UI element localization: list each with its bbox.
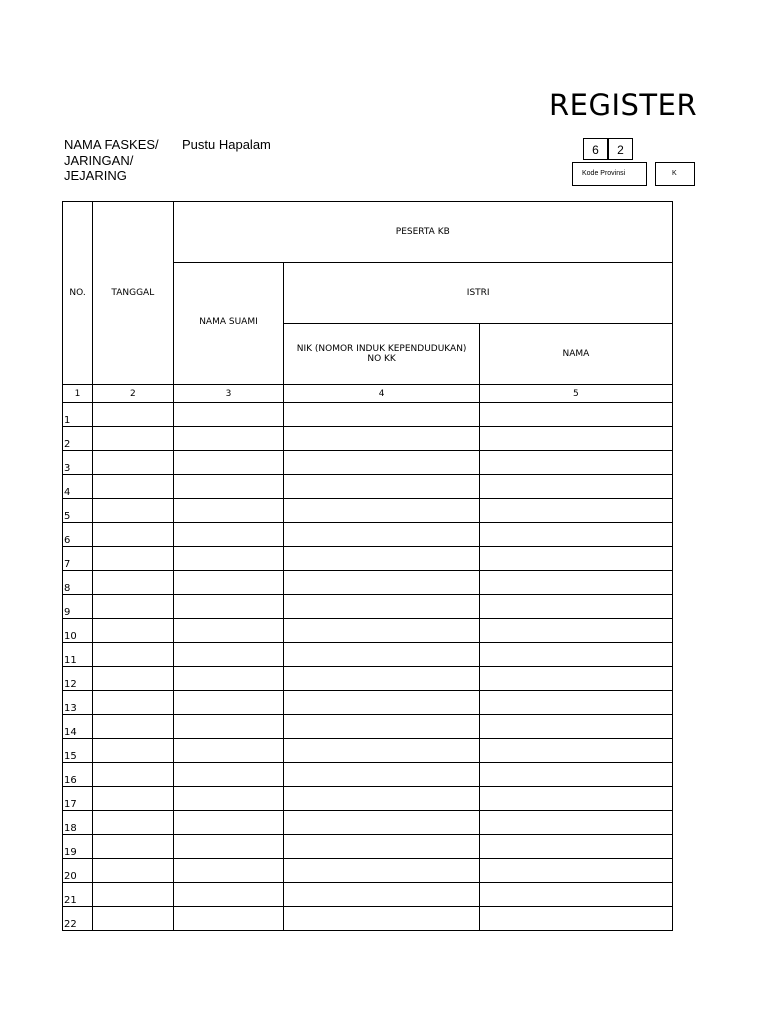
table-row <box>63 859 673 883</box>
province-code-digit-2[interactable]: 2 <box>608 138 633 160</box>
nama-suami-cell[interactable] <box>173 499 284 523</box>
tanggal-cell[interactable] <box>93 811 173 835</box>
nama-suami-cell[interactable] <box>173 787 284 811</box>
table-row <box>63 787 673 811</box>
tanggal-cell[interactable] <box>93 451 173 475</box>
tanggal-cell[interactable] <box>93 715 173 739</box>
faskes-value: Pustu Hapalam <box>182 137 271 152</box>
tanggal-cell[interactable] <box>93 595 173 619</box>
nik-cell[interactable] <box>284 763 479 787</box>
nama-suami-cell[interactable] <box>173 547 284 571</box>
nik-cell[interactable] <box>284 523 479 547</box>
table-row <box>63 667 673 691</box>
nama-suami-cell[interactable] <box>173 859 284 883</box>
tanggal-cell[interactable] <box>93 667 173 691</box>
nama-suami-cell[interactable] <box>173 475 284 499</box>
header-nama-suami: NAMA SUAMI <box>173 263 284 385</box>
row-number: 10 <box>63 619 93 643</box>
table-row <box>63 811 673 835</box>
nama-cell[interactable] <box>479 835 672 859</box>
nik-cell[interactable] <box>284 787 479 811</box>
nama-cell[interactable] <box>479 667 672 691</box>
nik-cell[interactable] <box>284 835 479 859</box>
table-row <box>63 691 673 715</box>
nik-cell[interactable] <box>284 547 479 571</box>
nik-cell[interactable] <box>284 571 479 595</box>
nama-suami-cell[interactable] <box>173 451 284 475</box>
nik-cell[interactable] <box>284 739 479 763</box>
row-number: 17 <box>63 787 93 811</box>
table-row <box>63 499 673 523</box>
nama-cell[interactable] <box>479 403 672 427</box>
tanggal-cell[interactable] <box>93 907 173 931</box>
nama-suami-cell[interactable] <box>173 811 284 835</box>
nik-cell[interactable] <box>284 715 479 739</box>
nama-suami-cell[interactable] <box>173 739 284 763</box>
tanggal-cell[interactable] <box>93 691 173 715</box>
tanggal-cell[interactable] <box>93 523 173 547</box>
column-number: 1 <box>63 385 93 403</box>
tanggal-cell[interactable] <box>93 619 173 643</box>
table-row <box>63 451 673 475</box>
nik-cell[interactable] <box>284 595 479 619</box>
nama-cell[interactable] <box>479 787 672 811</box>
nama-suami-cell[interactable] <box>173 667 284 691</box>
nama-suami-cell[interactable] <box>173 571 284 595</box>
table-row <box>63 619 673 643</box>
page-title: REGISTER <box>549 88 698 122</box>
next-code-label: K <box>655 162 695 186</box>
row-number: 5 <box>63 499 93 523</box>
nama-cell[interactable] <box>479 763 672 787</box>
row-number: 13 <box>63 691 93 715</box>
row-number: 15 <box>63 739 93 763</box>
nama-cell[interactable] <box>479 571 672 595</box>
tanggal-cell[interactable] <box>93 835 173 859</box>
nik-cell[interactable] <box>284 883 479 907</box>
header-nik: NIK (NOMOR INDUK KEPENDUDUKAN) NO KK <box>284 324 479 385</box>
column-number: 2 <box>93 385 173 403</box>
column-number: 3 <box>173 385 284 403</box>
nama-suami-cell[interactable] <box>173 691 284 715</box>
row-number: 16 <box>63 763 93 787</box>
table-row <box>63 523 673 547</box>
tanggal-cell[interactable] <box>93 475 173 499</box>
nama-suami-cell[interactable] <box>173 907 284 931</box>
table-row <box>63 427 673 451</box>
nama-cell[interactable] <box>479 739 672 763</box>
row-number: 2 <box>63 427 93 451</box>
nik-cell[interactable] <box>284 403 479 427</box>
tanggal-cell[interactable] <box>93 787 173 811</box>
nik-cell[interactable] <box>284 859 479 883</box>
row-number: 20 <box>63 859 93 883</box>
nama-suami-cell[interactable] <box>173 427 284 451</box>
header-nama: NAMA <box>479 324 672 385</box>
tanggal-cell[interactable] <box>93 547 173 571</box>
table-row <box>63 739 673 763</box>
table-row <box>63 475 673 499</box>
table-row <box>63 763 673 787</box>
nama-cell[interactable] <box>479 907 672 931</box>
header-tanggal: TANGGAL <box>93 202 173 385</box>
row-number: 1 <box>63 403 93 427</box>
nama-suami-cell[interactable] <box>173 835 284 859</box>
nama-cell[interactable] <box>479 859 672 883</box>
tanggal-cell[interactable] <box>93 427 173 451</box>
row-number: 8 <box>63 571 93 595</box>
province-code-digit-1[interactable]: 6 <box>583 138 608 160</box>
table-row <box>63 403 673 427</box>
row-number: 6 <box>63 523 93 547</box>
table-row <box>63 907 673 931</box>
header-no: NO. <box>63 202 93 385</box>
nik-cell[interactable] <box>284 811 479 835</box>
nama-suami-cell[interactable] <box>173 763 284 787</box>
header-istri: ISTRI <box>284 263 673 324</box>
nik-cell[interactable] <box>284 427 479 451</box>
nama-cell[interactable] <box>479 523 672 547</box>
row-number: 18 <box>63 811 93 835</box>
nama-cell[interactable] <box>479 691 672 715</box>
tanggal-cell[interactable] <box>93 859 173 883</box>
nama-suami-cell[interactable] <box>173 715 284 739</box>
column-number: 4 <box>284 385 479 403</box>
row-number: 4 <box>63 475 93 499</box>
row-number: 19 <box>63 835 93 859</box>
nama-suami-cell[interactable] <box>173 619 284 643</box>
province-code-label: Kode Provinsi <box>572 162 647 186</box>
nama-suami-cell[interactable] <box>173 403 284 427</box>
row-number: 12 <box>63 667 93 691</box>
row-number: 9 <box>63 595 93 619</box>
nama-cell[interactable] <box>479 811 672 835</box>
nama-cell[interactable] <box>479 619 672 643</box>
nama-suami-cell[interactable] <box>173 523 284 547</box>
table-body <box>63 403 673 931</box>
column-number: 5 <box>479 385 672 403</box>
row-number: 7 <box>63 547 93 571</box>
row-number: 22 <box>63 907 93 931</box>
nik-cell[interactable] <box>284 643 479 667</box>
tanggal-cell[interactable] <box>93 643 173 667</box>
nama-cell[interactable] <box>479 451 672 475</box>
row-number: 14 <box>63 715 93 739</box>
row-number: 11 <box>63 643 93 667</box>
nik-cell[interactable] <box>284 451 479 475</box>
nama-suami-cell[interactable] <box>173 883 284 907</box>
nik-cell[interactable] <box>284 499 479 523</box>
tanggal-cell[interactable] <box>93 763 173 787</box>
nik-cell[interactable] <box>284 619 479 643</box>
table-row <box>63 547 673 571</box>
tanggal-cell[interactable] <box>93 739 173 763</box>
nik-cell[interactable] <box>284 691 479 715</box>
table-row <box>63 883 673 907</box>
row-number: 21 <box>63 883 93 907</box>
tanggal-cell[interactable] <box>93 571 173 595</box>
nama-cell[interactable] <box>479 475 672 499</box>
nama-cell[interactable] <box>479 883 672 907</box>
nik-cell[interactable] <box>284 475 479 499</box>
table-row <box>63 595 673 619</box>
row-number: 3 <box>63 451 93 475</box>
header-peserta-kb: PESERTA KB <box>173 202 672 263</box>
register-table <box>62 201 673 931</box>
tanggal-cell[interactable] <box>93 883 173 907</box>
table-row <box>63 835 673 859</box>
nama-suami-cell[interactable] <box>173 595 284 619</box>
nik-cell[interactable] <box>284 667 479 691</box>
nama-cell[interactable] <box>479 499 672 523</box>
tanggal-cell[interactable] <box>93 403 173 427</box>
nik-cell[interactable] <box>284 907 479 931</box>
faskes-label: NAMA FASKES/ JARINGAN/ JEJARING <box>64 137 159 183</box>
tanggal-cell[interactable] <box>93 499 173 523</box>
nama-cell[interactable] <box>479 715 672 739</box>
table-row <box>63 571 673 595</box>
table-row <box>63 715 673 739</box>
nama-suami-cell[interactable] <box>173 643 284 667</box>
nama-cell[interactable] <box>479 643 672 667</box>
table-row <box>63 643 673 667</box>
nama-cell[interactable] <box>479 547 672 571</box>
nama-cell[interactable] <box>479 595 672 619</box>
nama-cell[interactable] <box>479 427 672 451</box>
